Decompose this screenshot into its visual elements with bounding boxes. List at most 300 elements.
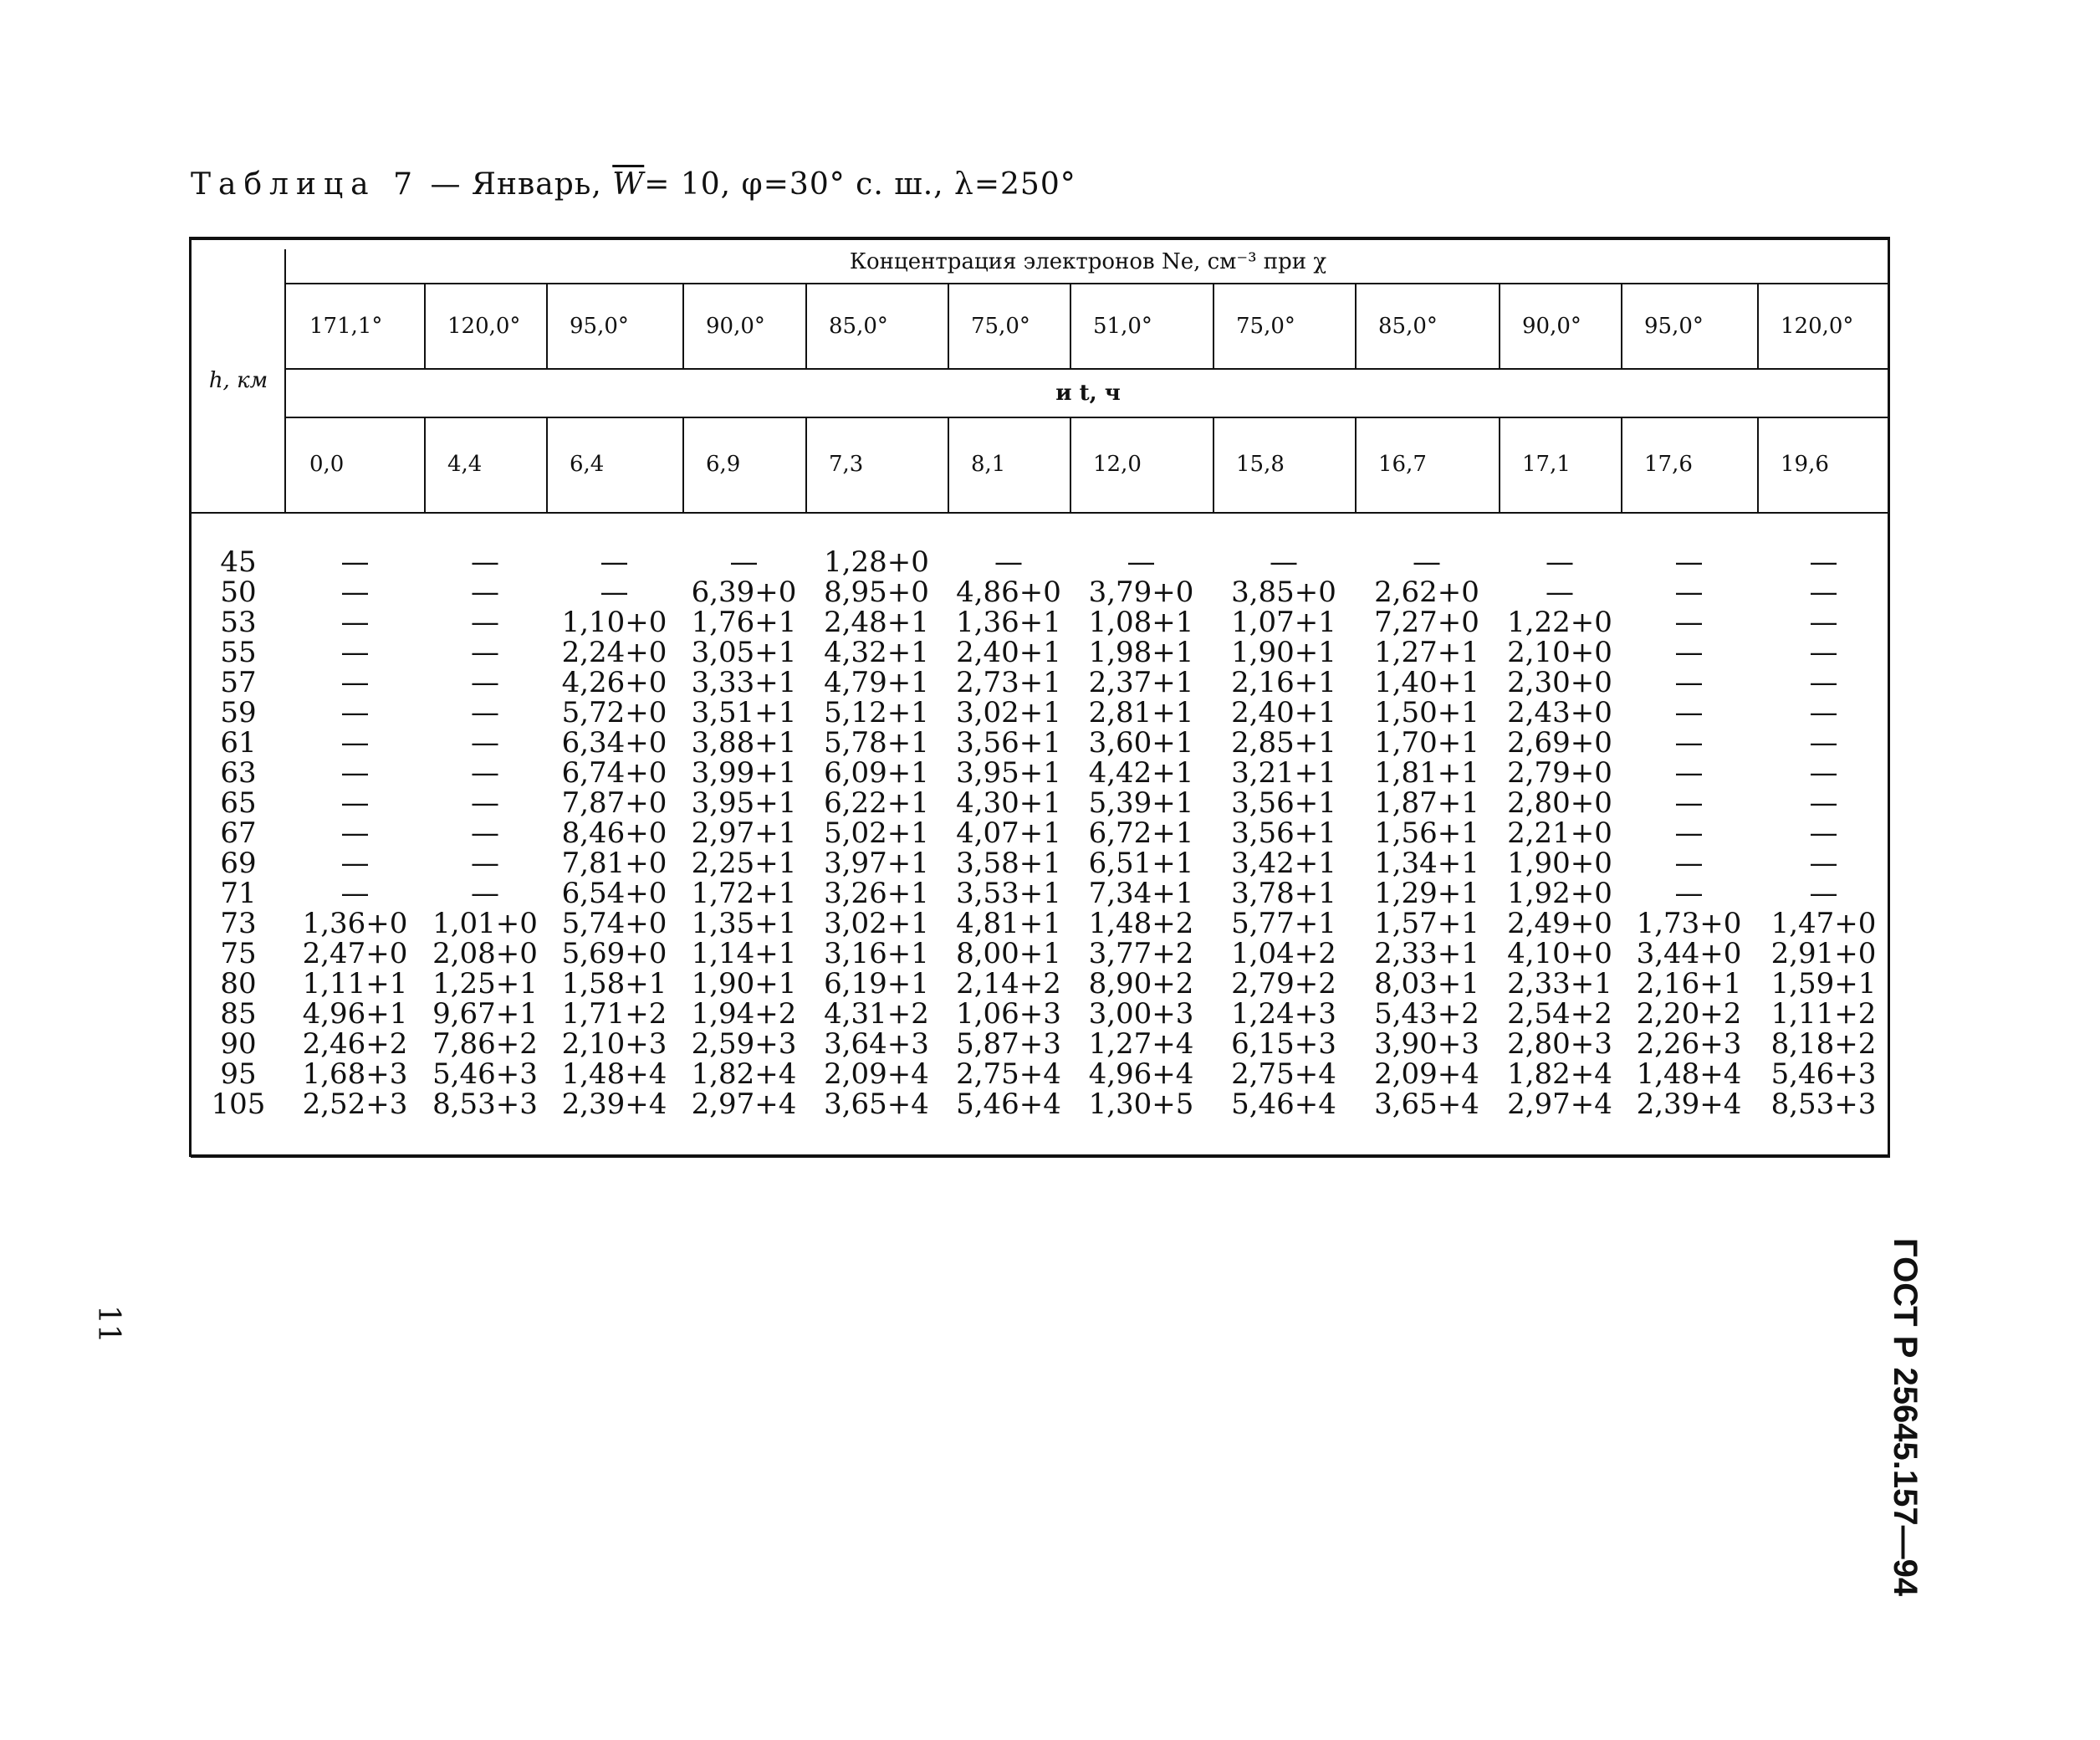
- table-cell: 1,90+1: [691, 967, 797, 1000]
- table-cell: 1,11+2: [1770, 997, 1877, 1031]
- table-cell: —: [340, 847, 370, 880]
- row-height-label: 63: [220, 756, 257, 790]
- table-cell: 1,11+1: [302, 967, 408, 1000]
- table-cell: 2,91+0: [1770, 937, 1877, 970]
- table-cell: —: [340, 726, 370, 760]
- table-cell: 2,43+0: [1507, 696, 1612, 729]
- table-cell: 1,59+1: [1770, 967, 1877, 1000]
- t-header-cell: 12,0: [1093, 452, 1142, 477]
- col-divider-upper: [948, 284, 949, 368]
- table-cell: 8,03+1: [1374, 967, 1479, 1000]
- table-cell: 3,65+4: [1374, 1088, 1479, 1121]
- table-cell: 1,24+3: [1231, 997, 1336, 1031]
- table-top-rule: [191, 237, 1890, 240]
- table-cell: 6,09+1: [824, 756, 929, 790]
- table-cell: —: [1674, 606, 1704, 639]
- t-header-cell: 17,1: [1522, 452, 1571, 477]
- table-cell: —: [340, 606, 370, 639]
- table-cell: 2,37+1: [1088, 666, 1194, 699]
- table-cell: 2,09+4: [1374, 1057, 1479, 1091]
- table-cell: 2,40+1: [1231, 696, 1336, 729]
- table-cell: 3,53+1: [956, 877, 1061, 910]
- table-cell: —: [471, 666, 499, 699]
- table-cell: 5,46+3: [432, 1057, 538, 1091]
- table-cell: 5,39+1: [1088, 786, 1194, 820]
- table-cell: 2,30+0: [1507, 666, 1612, 699]
- table-cell: 1,92+0: [1507, 877, 1612, 910]
- t-header-cell: 19,6: [1781, 452, 1829, 477]
- table-cell: 6,19+1: [824, 967, 929, 1000]
- col-divider-lower: [1621, 418, 1622, 512]
- row-height-label: 59: [220, 696, 257, 729]
- concentration-header-text: Концентрация электронов Ne, см⁻³ при χ: [849, 249, 1327, 274]
- table-cell: —: [1809, 847, 1838, 880]
- t-header-cell: 15,8: [1236, 452, 1285, 477]
- table-cell: 2,20+2: [1636, 997, 1742, 1031]
- table-cell: 1,22+0: [1507, 606, 1612, 639]
- table-cell: 1,70+1: [1374, 726, 1479, 760]
- col-divider-upper: [1621, 284, 1622, 368]
- table-cell: 1,34+1: [1374, 847, 1479, 880]
- table-cell: 1,81+1: [1374, 756, 1479, 790]
- table-cell: —: [471, 816, 499, 850]
- table-cell: —: [340, 576, 370, 609]
- table-cell: 5,77+1: [1231, 907, 1336, 940]
- table-cell: 1,82+4: [691, 1057, 797, 1091]
- chi-header-cell: 90,0°: [706, 314, 765, 339]
- table-cell: —: [1413, 545, 1441, 579]
- table-cell: 2,16+1: [1636, 967, 1742, 1000]
- table-cell: 2,39+4: [561, 1088, 667, 1121]
- chi-header-cell: 75,0°: [971, 314, 1030, 339]
- table-cell: 2,48+1: [824, 606, 929, 639]
- table-cell: 1,90+1: [1231, 636, 1336, 669]
- table-cell: —: [340, 816, 370, 850]
- col-divider-lower: [1499, 418, 1500, 512]
- table-cell: 2,80+0: [1507, 786, 1612, 820]
- table-cell: —: [1546, 576, 1574, 609]
- table-cell: 3,95+1: [691, 786, 797, 820]
- table-cell: 3,97+1: [824, 847, 929, 880]
- page-number: 11: [91, 1305, 125, 1343]
- table-cell: —: [471, 576, 499, 609]
- table-cell: —: [1674, 666, 1704, 699]
- table-cell: 1,28+0: [824, 545, 929, 579]
- table-cell: —: [340, 636, 370, 669]
- table-cell: 7,27+0: [1374, 606, 1479, 639]
- table-cell: —: [600, 545, 629, 579]
- table-cell: 5,74+0: [561, 907, 667, 940]
- chi-header-cell: 95,0°: [570, 314, 629, 339]
- chi-header-cell: 51,0°: [1093, 314, 1152, 339]
- table-cell: —: [1809, 545, 1838, 579]
- table-cell: —: [1809, 756, 1838, 790]
- table-cell: 6,15+3: [1231, 1027, 1336, 1061]
- table-bottom-rule: [191, 1154, 1890, 1158]
- table-cell: —: [1674, 756, 1704, 790]
- table-cell: 1,30+5: [1088, 1088, 1194, 1121]
- table-cell: 1,98+1: [1088, 636, 1194, 669]
- col-divider-upper: [1499, 284, 1500, 368]
- table-cell: —: [471, 545, 499, 579]
- table-cell: 1,76+1: [691, 606, 797, 639]
- caption-dash: —: [430, 167, 462, 202]
- table-cell: 1,47+0: [1770, 907, 1877, 940]
- table-cell: 4,79+1: [824, 666, 929, 699]
- table-cell: 2,75+4: [1231, 1057, 1336, 1091]
- row-height-label: 95: [220, 1057, 257, 1091]
- table-cell: 2,09+4: [824, 1057, 929, 1091]
- table-cell: —: [471, 726, 499, 760]
- table-cell: 3,95+1: [956, 756, 1061, 790]
- table-cell: 5,12+1: [824, 696, 929, 729]
- table-cell: 1,27+1: [1374, 636, 1479, 669]
- table-cell: 1,25+1: [432, 967, 538, 1000]
- table-cell: 1,57+1: [1374, 907, 1479, 940]
- table-cell: 5,43+2: [1374, 997, 1479, 1031]
- table-cell: 2,21+0: [1507, 816, 1612, 850]
- table-cell: 3,60+1: [1088, 726, 1194, 760]
- table-cell: 2,81+1: [1088, 696, 1194, 729]
- table-cell: 3,79+0: [1088, 576, 1194, 609]
- table-cell: 1,87+1: [1374, 786, 1479, 820]
- table-cell: —: [340, 756, 370, 790]
- table-cell: 8,90+2: [1088, 967, 1194, 1000]
- chi-header-cell: 171,1°: [309, 314, 383, 339]
- table-cell: 6,34+0: [561, 726, 667, 760]
- t-header: [286, 371, 1890, 415]
- table-cell: 1,01+0: [432, 907, 538, 940]
- table-cell: 3,88+1: [691, 726, 797, 760]
- table-cell: 3,26+1: [824, 877, 929, 910]
- table-cell: 5,02+1: [824, 816, 929, 850]
- caption-w-symbol: $\overline{W}$: [612, 167, 645, 202]
- chi-header-cell: 120,0°: [447, 314, 521, 339]
- table-cell: —: [1809, 877, 1838, 910]
- table-cell: 3,56+1: [1231, 816, 1336, 850]
- table-cell: 4,31+2: [824, 997, 929, 1031]
- t-header-cell: 0,0: [309, 452, 345, 477]
- table-cell: 2,85+1: [1231, 726, 1336, 760]
- table-cell: 2,26+3: [1636, 1027, 1742, 1061]
- t-header-cell: 4,4: [447, 452, 483, 477]
- table-cell: —: [1809, 666, 1838, 699]
- header-rule-2: [286, 368, 1890, 370]
- t-header-cell: 7,3: [829, 452, 864, 477]
- table-cell: 1,71+2: [561, 997, 667, 1031]
- table-cell: 1,29+1: [1374, 877, 1479, 910]
- col-divider-upper: [682, 284, 684, 368]
- chi-header-cell: 85,0°: [1378, 314, 1438, 339]
- table-cell: 3,02+1: [824, 907, 929, 940]
- table-cell: —: [1809, 636, 1838, 669]
- table-cell: —: [471, 756, 499, 790]
- table-cell: 2,62+0: [1374, 576, 1479, 609]
- table-cell: 8,46+0: [561, 816, 667, 850]
- col-divider-upper: [424, 284, 426, 368]
- table-cell: —: [1809, 726, 1838, 760]
- table-cell: 4,26+0: [561, 666, 667, 699]
- table-cell: 6,22+1: [824, 786, 929, 820]
- row-height-label: 69: [220, 847, 257, 880]
- table-cell: 2,69+0: [1507, 726, 1612, 760]
- table-cell: 3,56+1: [1231, 786, 1336, 820]
- table-cell: 5,69+0: [561, 937, 667, 970]
- table-cell: —: [340, 696, 370, 729]
- table-cell: 2,52+3: [302, 1088, 408, 1121]
- table-cell: —: [1674, 816, 1704, 850]
- row-height-label: 71: [220, 877, 257, 910]
- col-divider-lower: [1355, 418, 1357, 512]
- table-cell: 6,54+0: [561, 877, 667, 910]
- table-cell: 4,07+1: [956, 816, 1061, 850]
- row-height-label: 85: [220, 997, 257, 1031]
- document-code: ГОСТ Р 25645.157—94: [1887, 1238, 1924, 1597]
- concentration-header: [286, 243, 1890, 281]
- table-cell: 3,99+1: [691, 756, 797, 790]
- row-height-label: 80: [220, 967, 257, 1000]
- table-left-border: [189, 237, 192, 1157]
- row-height-label: 55: [220, 636, 257, 669]
- col-divider-lower: [424, 418, 426, 512]
- table-cell: 2,75+4: [956, 1057, 1061, 1091]
- table-cell: 2,08+0: [432, 937, 538, 970]
- row-height-label: 61: [220, 726, 257, 760]
- table-cell: —: [1674, 786, 1704, 820]
- table-cell: 4,96+1: [302, 997, 408, 1031]
- table-cell: 7,86+2: [432, 1027, 538, 1061]
- table-cell: 5,46+3: [1770, 1057, 1877, 1091]
- table-cell: 2,14+2: [956, 967, 1061, 1000]
- table-cell: 2,47+0: [302, 937, 408, 970]
- table-cell: —: [1127, 545, 1156, 579]
- row-height-label: 53: [220, 606, 257, 639]
- col-divider-upper: [1355, 284, 1357, 368]
- table-cell: 8,95+0: [824, 576, 929, 609]
- table-cell: 2,39+4: [1636, 1088, 1742, 1121]
- table-cell: 8,18+2: [1770, 1027, 1877, 1061]
- table-cell: 1,08+1: [1088, 606, 1194, 639]
- table-cell: —: [600, 576, 629, 609]
- table-cell: 2,97+4: [691, 1088, 797, 1121]
- table-cell: 2,73+1: [956, 666, 1061, 699]
- table-cell: —: [1809, 696, 1838, 729]
- table-cell: 7,87+0: [561, 786, 667, 820]
- row-height-label: 73: [220, 907, 257, 940]
- table-cell: —: [1546, 545, 1574, 579]
- table-cell: 3,02+1: [956, 696, 1061, 729]
- chi-header-cell: 120,0°: [1781, 314, 1854, 339]
- header-bottom-rule: [191, 512, 1890, 514]
- table-cell: 2,16+1: [1231, 666, 1336, 699]
- table-cell: 1,10+0: [561, 606, 667, 639]
- table-cell: —: [340, 877, 370, 910]
- table-cell: —: [471, 877, 499, 910]
- col-divider-lower: [805, 418, 807, 512]
- table-cell: —: [1674, 636, 1704, 669]
- chi-header-cell: 90,0°: [1522, 314, 1581, 339]
- t-header-cell: 6,9: [706, 452, 741, 477]
- table-cell: 3,51+1: [691, 696, 797, 729]
- table-cell: 1,40+1: [1374, 666, 1479, 699]
- table-cell: —: [471, 606, 499, 639]
- table-cell: 2,25+1: [691, 847, 797, 880]
- table-cell: 6,72+1: [1088, 816, 1194, 850]
- table-cell: 2,49+0: [1507, 907, 1612, 940]
- table-cell: 2,24+0: [561, 636, 667, 669]
- table-cell: 5,78+1: [824, 726, 929, 760]
- col-divider-upper: [1213, 284, 1214, 368]
- table-cell: 3,64+3: [824, 1027, 929, 1061]
- row-height-label: 45: [220, 545, 257, 579]
- table-cell: 3,21+1: [1231, 756, 1336, 790]
- table-cell: 8,53+3: [432, 1088, 538, 1121]
- table-cell: 1,36+0: [302, 907, 408, 940]
- table-cell: 1,48+4: [561, 1057, 667, 1091]
- table-cell: —: [1809, 816, 1838, 850]
- table-cell: 5,87+3: [956, 1027, 1061, 1061]
- col-divider-lower: [1213, 418, 1214, 512]
- row-height-label: 67: [220, 816, 257, 850]
- table-cell: —: [1674, 877, 1704, 910]
- table-cell: 7,81+0: [561, 847, 667, 880]
- table-cell: 3,77+2: [1088, 937, 1194, 970]
- table-cell: 1,90+0: [1507, 847, 1612, 880]
- table-cell: 4,30+1: [956, 786, 1061, 820]
- chi-header-cell: 75,0°: [1236, 314, 1295, 339]
- table-cell: 3,85+0: [1231, 576, 1336, 609]
- table-cell: 1,48+2: [1088, 907, 1194, 940]
- table-cell: 2,97+1: [691, 816, 797, 850]
- table-cell: 3,16+1: [824, 937, 929, 970]
- caption-params: = 10, φ=30° с. ш., λ=250°: [644, 167, 1076, 202]
- table-cell: 1,36+1: [956, 606, 1061, 639]
- table-cell: 1,56+1: [1374, 816, 1479, 850]
- table-cell: 1,50+1: [1374, 696, 1479, 729]
- col-divider-upper: [546, 284, 548, 368]
- table-cell: 3,90+3: [1374, 1027, 1479, 1061]
- table-cell: 2,54+2: [1507, 997, 1612, 1031]
- table-cell: 2,80+3: [1507, 1027, 1612, 1061]
- table-cell: 3,33+1: [691, 666, 797, 699]
- table-cell: 2,33+1: [1507, 967, 1612, 1000]
- table-cell: 1,58+1: [561, 967, 667, 1000]
- table-cell: 3,78+1: [1231, 877, 1336, 910]
- table-cell: 3,65+4: [824, 1088, 929, 1121]
- table-cell: 1,73+0: [1636, 907, 1742, 940]
- table-cell: 2,79+2: [1231, 967, 1336, 1000]
- table-cell: —: [729, 545, 759, 579]
- col-divider-upper: [1070, 284, 1071, 368]
- table-cell: 1,06+3: [956, 997, 1061, 1031]
- col-divider-upper: [805, 284, 807, 368]
- table-cell: 1,82+4: [1507, 1057, 1612, 1091]
- table-cell: 8,53+3: [1770, 1088, 1877, 1121]
- row-label-text: h, км: [208, 368, 268, 393]
- table-cell: —: [1674, 576, 1704, 609]
- table-cell: —: [471, 786, 499, 820]
- table-cell: 9,67+1: [432, 997, 538, 1031]
- t-header-cell: 16,7: [1378, 452, 1427, 477]
- table-cell: —: [471, 636, 499, 669]
- table-cell: —: [1809, 786, 1838, 820]
- table-cell: —: [994, 545, 1023, 579]
- table-cell: 4,81+1: [956, 907, 1061, 940]
- header-rule-3: [286, 417, 1890, 418]
- table-cell: —: [1809, 606, 1838, 639]
- table-cell: 2,79+0: [1507, 756, 1612, 790]
- t-header-cell: 6,4: [570, 452, 605, 477]
- table-cell: 1,72+1: [691, 877, 797, 910]
- row-height-label: 50: [220, 576, 257, 609]
- table-cell: —: [1674, 726, 1704, 760]
- table-cell: 2,59+3: [691, 1027, 797, 1061]
- table-cell: —: [471, 696, 499, 729]
- table-cell: 8,00+1: [956, 937, 1061, 970]
- table-cell: 3,58+1: [956, 847, 1061, 880]
- table-cell: 7,34+1: [1088, 877, 1194, 910]
- col-divider-lower: [682, 418, 684, 512]
- table-cell: 4,42+1: [1088, 756, 1194, 790]
- t-header-text: и t, ч: [1055, 381, 1121, 406]
- table-cell: 3,00+3: [1088, 997, 1194, 1031]
- table-cell: 1,14+1: [691, 937, 797, 970]
- table-cell: —: [1674, 847, 1704, 880]
- row-height-label: 105: [211, 1088, 266, 1121]
- table-cell: —: [1270, 545, 1298, 579]
- table-cell: 6,51+1: [1088, 847, 1194, 880]
- table-cell: —: [1674, 696, 1704, 729]
- table-cell: 5,46+4: [956, 1088, 1061, 1121]
- t-header-cell: 8,1: [971, 452, 1006, 477]
- table-cell: —: [340, 666, 370, 699]
- table-cell: 6,39+0: [691, 576, 797, 609]
- caption-month: Январь,: [471, 167, 602, 202]
- row-height-label: 75: [220, 937, 257, 970]
- table-cell: 3,56+1: [956, 726, 1061, 760]
- table-cell: 1,94+2: [691, 997, 797, 1031]
- table-cell: 2,33+1: [1374, 937, 1479, 970]
- table-cell: 3,42+1: [1231, 847, 1336, 880]
- table-cell: 1,04+2: [1231, 937, 1336, 970]
- row-label-header: [192, 360, 284, 402]
- table-cell: 1,48+4: [1636, 1057, 1742, 1091]
- table-cell: 1,68+3: [302, 1057, 408, 1091]
- col-divider-upper: [1757, 284, 1759, 368]
- table-cell: 2,46+2: [302, 1027, 408, 1061]
- table-cell: 3,44+0: [1636, 937, 1742, 970]
- table-cell: 4,96+4: [1088, 1057, 1194, 1091]
- table-cell: —: [1674, 545, 1704, 579]
- table-cell: 1,27+4: [1088, 1027, 1194, 1061]
- chi-header-cell: 95,0°: [1644, 314, 1704, 339]
- col-divider-lower: [1070, 418, 1071, 512]
- row-height-label: 65: [220, 786, 257, 820]
- col-divider-lower: [1757, 418, 1759, 512]
- table-cell: 1,35+1: [691, 907, 797, 940]
- table-cell: 5,72+0: [561, 696, 667, 729]
- table-cell: —: [471, 847, 499, 880]
- table-cell: 4,86+0: [956, 576, 1061, 609]
- table-cell: 6,74+0: [561, 756, 667, 790]
- table-cell: 2,97+4: [1507, 1088, 1612, 1121]
- caption-label: Таблица 7: [191, 167, 420, 202]
- table-cell: 2,10+0: [1507, 636, 1612, 669]
- table-cell: 4,10+0: [1507, 937, 1612, 970]
- table-cell: 3,05+1: [691, 636, 797, 669]
- table-cell: —: [340, 786, 370, 820]
- table-cell: —: [340, 545, 370, 579]
